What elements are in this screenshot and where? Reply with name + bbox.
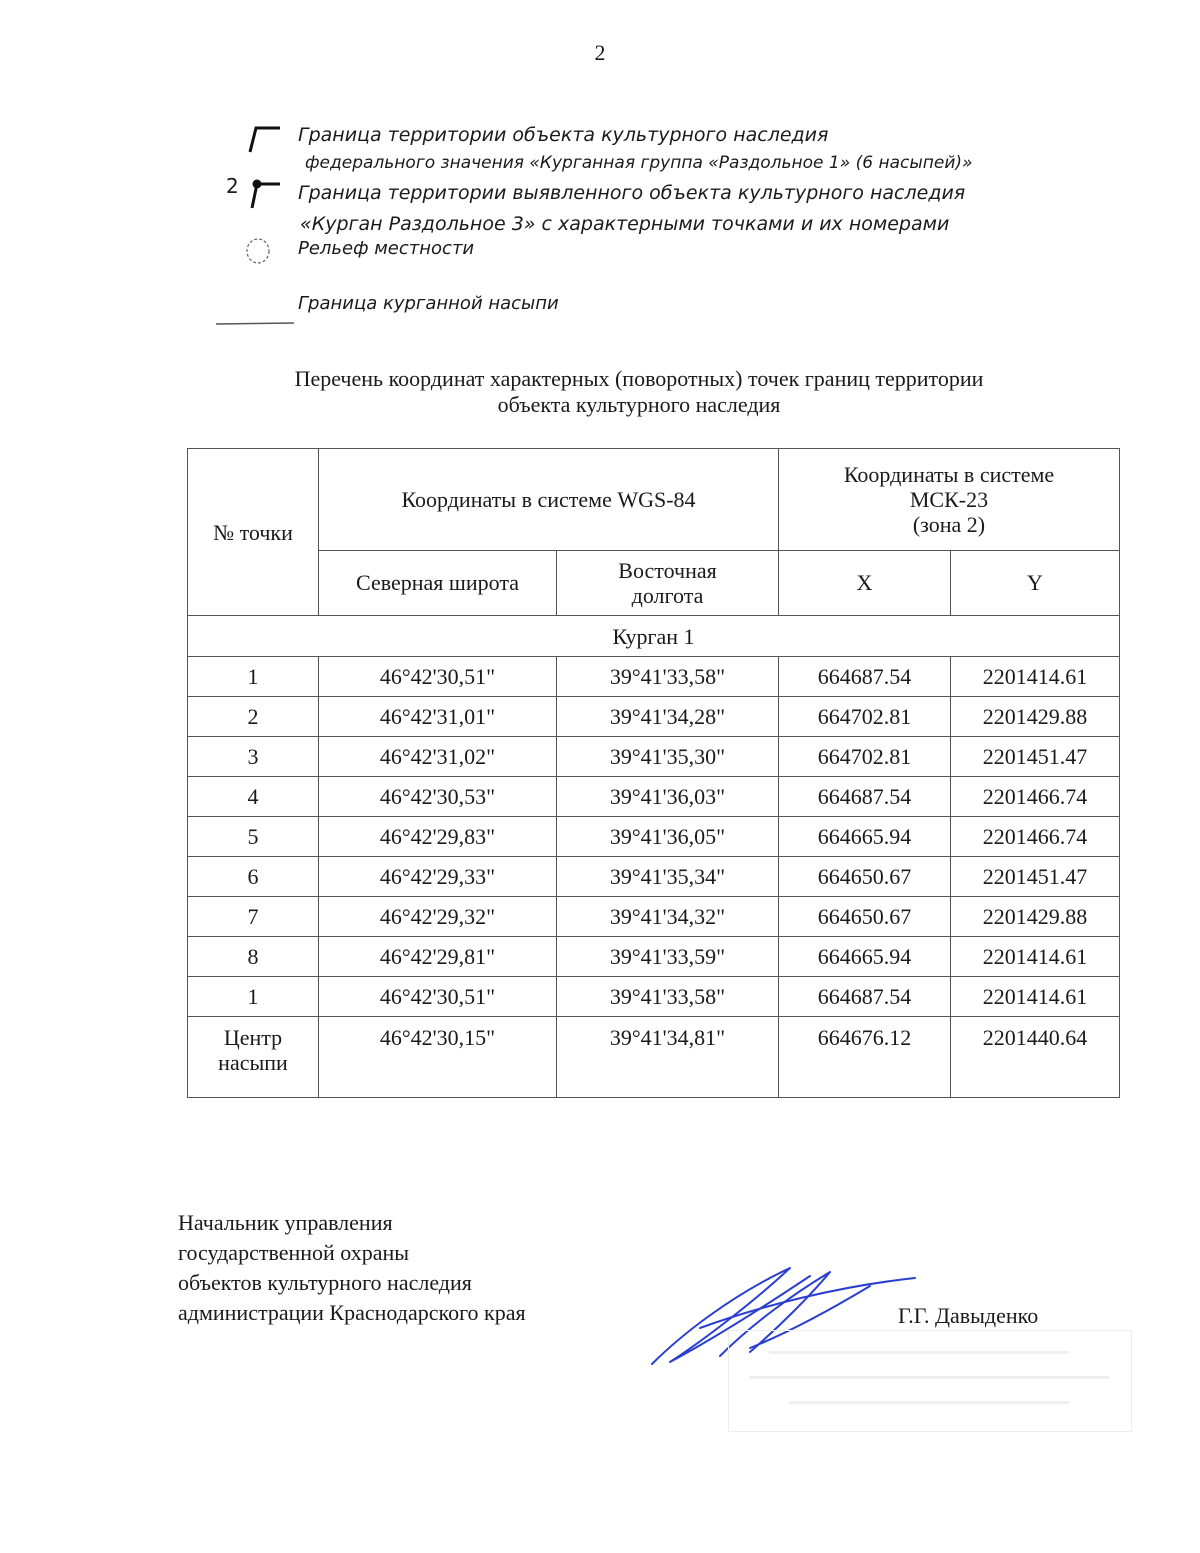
- cell-lon: 39°41'34,81": [557, 1017, 779, 1098]
- signatory-position: [178, 1208, 526, 1328]
- cell-y: 2201466.74: [951, 817, 1120, 857]
- signatory-line-1: Начальник управления: [178, 1210, 393, 1235]
- cell-point-no: 5: [188, 817, 319, 857]
- table-row: [188, 857, 1120, 897]
- header-msk-line-3: (зона 2): [912, 511, 986, 537]
- table-row: [188, 977, 1120, 1017]
- header-east-lon-line-2: долгота: [631, 582, 704, 608]
- table-row: [188, 697, 1120, 737]
- cell-point-no: 1: [188, 657, 319, 697]
- center-label-line-2: насыпи: [218, 1050, 288, 1075]
- cell-x: 664650.67: [779, 857, 951, 897]
- table-row: [188, 897, 1120, 937]
- cell-lat: 46°42'30,51": [319, 657, 557, 697]
- group-label: Курган 1: [188, 616, 1120, 657]
- identified-boundary-icon: [244, 176, 284, 210]
- legend-item-2-line2: «Курган Раздольное 3» с характерными точками и их номерами: [300, 213, 950, 235]
- cell-x: 664665.94: [779, 817, 951, 857]
- header-east-lon-line-1: Восточная: [618, 557, 717, 583]
- signatory-line-2: государственной охраны: [178, 1240, 410, 1265]
- legend-item-3: Рельеф местности: [298, 238, 475, 259]
- signer-name: Г.Г. Давыденко: [898, 1303, 1039, 1328]
- header-wgs: Координаты в системе WGS-84: [319, 449, 779, 551]
- cell-lon: 39°41'33,59": [557, 937, 779, 977]
- header-msk-line-2: МСК-23: [909, 486, 989, 512]
- document-title: [150, 366, 1128, 418]
- cell-lon: 39°41'36,05": [557, 817, 779, 857]
- cell-lat: 46°42'29,33": [319, 857, 557, 897]
- center-label-line-1: Центр: [223, 1025, 283, 1050]
- coordinates-table: [187, 448, 1120, 1098]
- legend-item-4: Граница курганной насыпи: [298, 293, 559, 314]
- cell-lon: 39°41'36,03": [557, 777, 779, 817]
- cell-x: 664687.54: [779, 777, 951, 817]
- cell-x: 664702.81: [779, 737, 951, 777]
- title-line-1: Перечень координат характерных (поворотных) точек границ территории: [294, 366, 984, 391]
- cell-y: 2201429.88: [951, 697, 1120, 737]
- cell-lon: 39°41'35,34": [557, 857, 779, 897]
- cell-point-no: 8: [188, 937, 319, 977]
- stamp-line: [769, 1351, 1069, 1354]
- title-line-2: объекта культурного наследия: [497, 392, 781, 417]
- cell-lat: 46°42'29,32": [319, 897, 557, 937]
- signatory-line-4: администрации Краснодарского края: [178, 1300, 526, 1325]
- cell-lon: 39°41'33,58": [557, 657, 779, 697]
- cell-x: 664687.54: [779, 657, 951, 697]
- table-row: [188, 657, 1120, 697]
- cell-lat: 46°42'30,51": [319, 977, 557, 1017]
- signatory-line-3: объектов культурного наследия: [178, 1270, 472, 1295]
- table-row: [188, 817, 1120, 857]
- cell-x: 664676.12: [779, 1017, 951, 1098]
- cell-lat: 46°42'30,53": [319, 777, 557, 817]
- cell-lat: 46°42'29,83": [319, 817, 557, 857]
- legend-item-1-line2: федерального значения «Курганная группа «Раздольное 1» (6 насыпей)»: [305, 153, 973, 173]
- cell-lon: 39°41'35,30": [557, 737, 779, 777]
- header-x: X: [779, 550, 951, 615]
- cell-x: 664650.67: [779, 897, 951, 937]
- cell-y: 2201414.61: [951, 977, 1120, 1017]
- cell-y: 2201440.64: [951, 1017, 1120, 1098]
- table-row: [188, 777, 1120, 817]
- cell-point-no: 1: [188, 977, 319, 1017]
- cell-y: 2201451.47: [951, 737, 1120, 777]
- header-msk-line-1: Координаты в системе: [843, 461, 1055, 487]
- header-y: Y: [951, 550, 1120, 615]
- cell-point-no: 6: [188, 857, 319, 897]
- cell-lat: 46°42'31,01": [319, 697, 557, 737]
- cell-y: 2201414.61: [951, 937, 1120, 977]
- header-point-no: № точки: [188, 449, 319, 616]
- mound-boundary-line-icon: [216, 318, 296, 328]
- page-number: 2: [594, 40, 606, 65]
- header-east-lon: [557, 550, 779, 615]
- faint-stamp: [728, 1330, 1132, 1432]
- cell-lat: 46°42'30,15": [319, 1017, 557, 1098]
- table-row: [188, 737, 1120, 777]
- cell-x: 664702.81: [779, 697, 951, 737]
- cell-lon: 39°41'34,28": [557, 697, 779, 737]
- cell-lon: 39°41'33,58": [557, 977, 779, 1017]
- cell-point-no: 4: [188, 777, 319, 817]
- stamp-line: [789, 1401, 1069, 1404]
- cell-point-no-center: [188, 1017, 319, 1098]
- cell-y: 2201429.88: [951, 897, 1120, 937]
- cell-x: 664665.94: [779, 937, 951, 977]
- stamp-line: [749, 1376, 1109, 1379]
- cell-lon: 39°41'34,32": [557, 897, 779, 937]
- cell-lat: 46°42'29,81": [319, 937, 557, 977]
- legend-marker-number: 2: [226, 174, 239, 198]
- legend-item-1-line1: Граница территории объекта культурного наследия: [298, 124, 829, 146]
- header-msk: [779, 449, 1120, 551]
- cell-lat: 46°42'31,02": [319, 737, 557, 777]
- relief-icon: [242, 234, 274, 268]
- table-row-center: [188, 1017, 1120, 1098]
- cell-y: 2201414.61: [951, 657, 1120, 697]
- cell-point-no: 2: [188, 697, 319, 737]
- table-row: [188, 937, 1120, 977]
- cell-point-no: 7: [188, 897, 319, 937]
- header-north-lat: Северная широта: [319, 550, 557, 615]
- cell-point-no: 3: [188, 737, 319, 777]
- legend-item-2-line1: Граница территории выявленного объекта культурного наследия: [298, 182, 966, 204]
- cell-y: 2201451.47: [951, 857, 1120, 897]
- heritage-boundary-icon: [244, 124, 284, 154]
- cell-x: 664687.54: [779, 977, 951, 1017]
- cell-y: 2201466.74: [951, 777, 1120, 817]
